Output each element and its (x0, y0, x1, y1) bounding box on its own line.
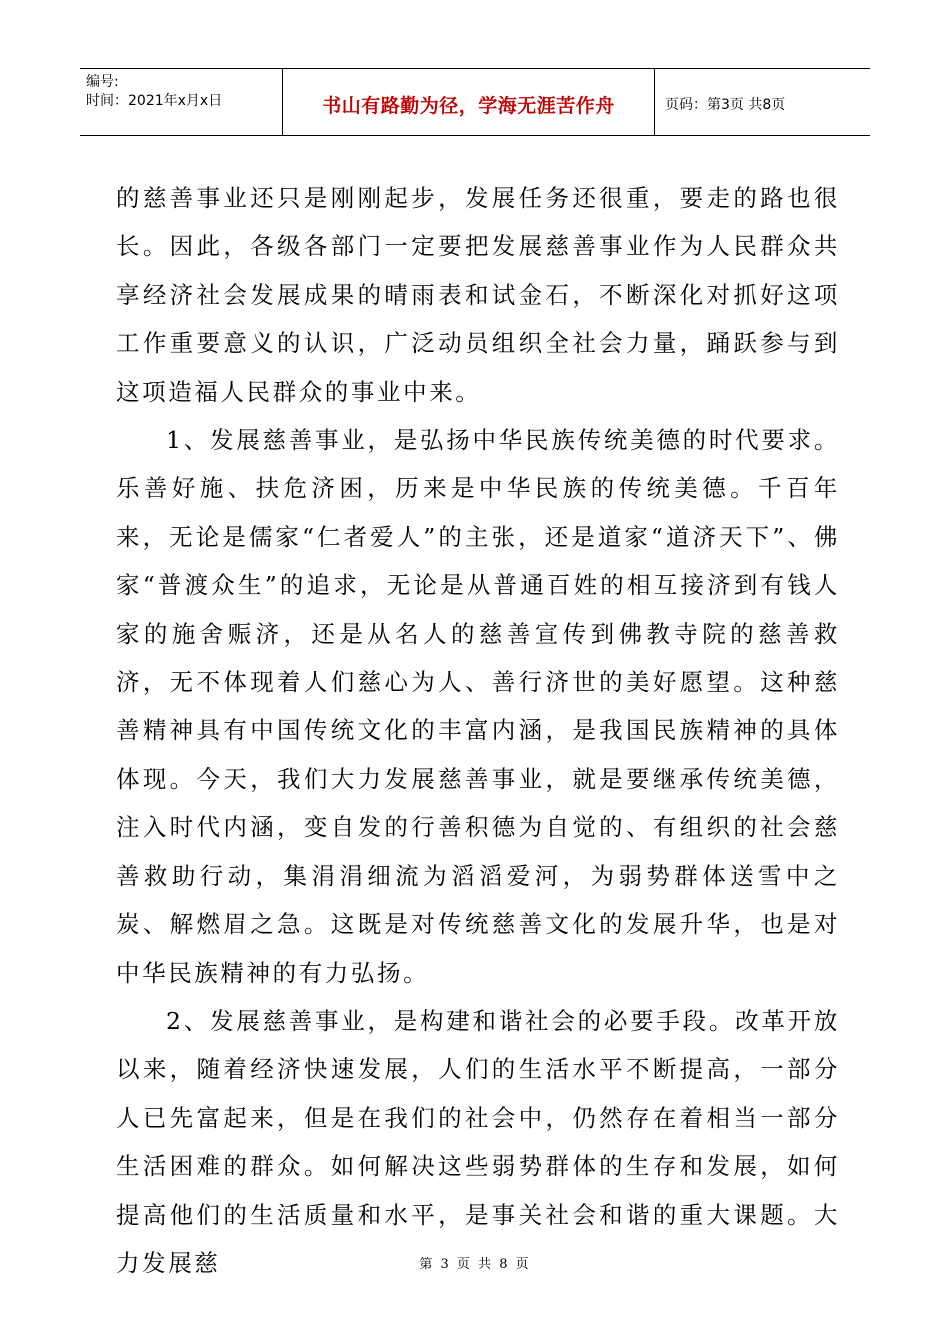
header-page-code: 页码：第3页 共8页 (665, 97, 786, 113)
body-paragraph-continuation: 的慈善事业还只是刚刚起步，发展任务还很重，要走的路也很长。因此，各级各部门一定要把发展慈善事业作为人民群众共享经济社会发展成果的晴雨表和试金石，不断深化对抓好这项工作重要意义的认识，广泛动员组织全社会力量，踊跃参与到这项造福人民群众的事业中来。 (116, 184, 840, 406)
header-page-code-cell (655, 69, 870, 135)
page-footer: 第 3 页 共 8 页 (419, 1257, 531, 1272)
body-paragraph-point-1: 1、发展慈善事业，是弘扬中华民族传统美德的时代要求。乐善好施、扶危济困，历来是中华民族的传统美德。千百年来，无论是儒家“仁者爱人”的主张，还是道家“道济天下”、佛家“普渡众生”的追求，无论是从普通百姓的相互接济到有钱人家的施舍赈济，还是从名人的慈善宣传到佛教寺院的慈善救济，无不体现着人们慈心为人、善行济世的美好愿望。这种慈善精神具有中国传统文化的丰富内涵，是我国民族精神的具体体现。今天，我们大力发展慈善事业，就是要继承传统美德，注入时代内涵，变自发的行善积德为自觉的、有组织的社会慈善救助行动，集涓涓细流为滔滔爱河，为弱势群体送雪中之炭、解燃眉之急。这既是对传统慈善文化的发展升华，也是对中华民族精神的有力弘扬。 (116, 426, 840, 987)
page-header (80, 68, 870, 136)
header-motto-cell (283, 69, 655, 135)
document-body (116, 174, 840, 1287)
serial-number-label: 编号: (86, 74, 119, 90)
date-label: 时间：2021年x月x日 (86, 93, 223, 109)
body-paragraph-point-2: 2、发展慈善事业，是构建和谐社会的必要手段。改革开放以来，随着经济快速发展，人们的生活水平不断提高，一部分人已先富起来，但是在我们的社会中，仍然存在着相当一部分生活困难的群众。如何解决这些弱势群体的生存和发展，如何提高他们的生活质量和水平，是事关社会和谐的重大课题。大力发展慈 (116, 1006, 840, 1277)
header-meta (80, 69, 283, 135)
header-motto: 书山有路勤为径，学海无涯苦作舟 (322, 94, 615, 117)
